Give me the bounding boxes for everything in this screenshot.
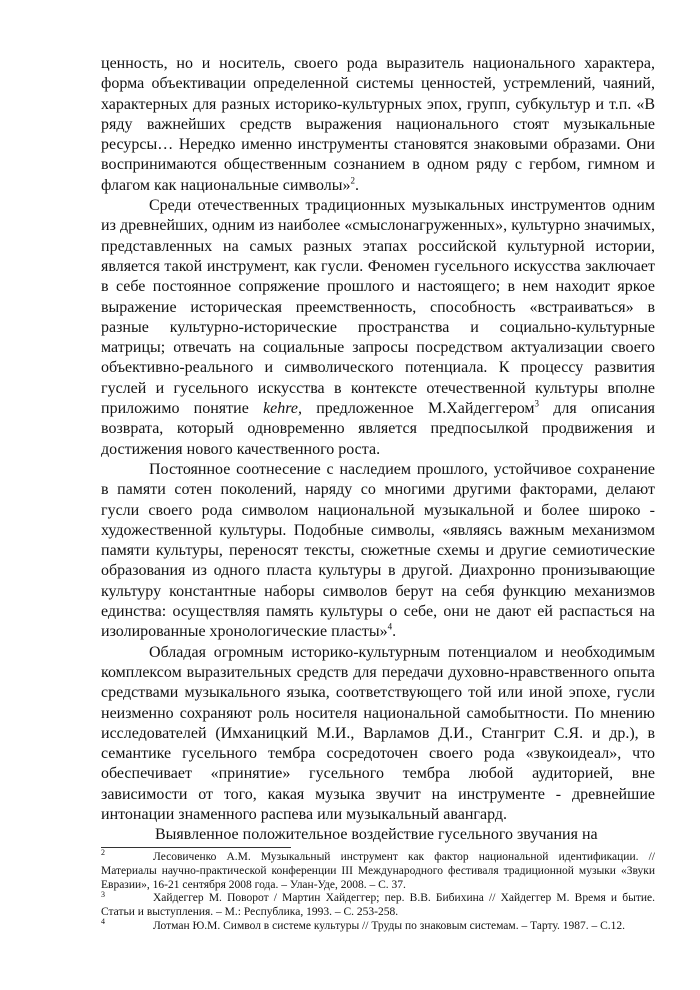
footnote: 2 Лесовиченко А.М. Музыкальный инструмент как фактор национальной идентификации. // Материалы научно-практической конференции III Международного фестиваля традиционной музыки «Звуки Евразии», 16-21 сентября 2008 года. – Улан-Уде, 2008. – С. 37. [101, 848, 655, 891]
paragraph [101, 54, 655, 196]
body-text [101, 54, 655, 846]
footnote-divider [101, 847, 291, 848]
footnote-ref: 2 [350, 175, 355, 186]
paragraph [101, 825, 655, 845]
text-run: для описания возврата, который одновременно является предпосылкой продвижения и достижения нового качественного роста. [101, 400, 656, 458]
footnote-text: Хайдеггер М. Поворот / Мартин Хайдеггер; пер. В.В. Бибихина // Хайдеггер М. Время и бытие. Статьи и выступления. – М.: Республика, 1993. – С. 253-258. [101, 892, 655, 919]
footnotes [101, 848, 655, 934]
text-run: предложенное М.Хайдеггером [302, 400, 535, 418]
paragraph [101, 643, 655, 826]
text-run: Среди отечественных традиционных музыкальных инструментов одним из древнейших, одним из наиболее «смыслонагруженных», культурно значимых, представленных на самых разных этапах российской культурной истории, является такой инструмент, как гусли. Феномен гусельного искусства заключает в себе постоянное сопряжение прошлого и настоящего; в нем находит яркое выражение историческая преемственность, способность «встраиваться» в разные культурно-исторические пространства и социально-культурные матрицы; отвечать на социальные запросы посредством актуализации своего объективно-реального и символического потенциала. К процессу развития гуслей и гусельного искусства в контексте отечественной культуры вполне приложимо понятие [101, 197, 655, 418]
text-run: . [355, 176, 359, 194]
paragraph [101, 460, 655, 643]
text-run: Обладая огромным историко-культурным потенциалом и необходимым комплексом выразительных средств для передачи духовно-нравственного опыта средствами музыкального языка, соответствующего той или иной эпохе, гусли неизменно сохраняют роль носителя национальной самобытности. По мнению исследователей (Имханицкий М.И., Варламов Д.И., Стангрит С.Я. и др.), в семантике гусельного тембра сосредоточен своего рода «звукоидеал», что обеспечивает «принятие» гусельного тембра любой аудиторией, вне зависимости от того, какая музыка звучит на инструменте - древнейшие интонации знаменного распева или музыкальный авангард. [101, 643, 655, 823]
footnote-ref: 3 [534, 398, 540, 409]
text-run: . [392, 623, 397, 641]
footnote-text: Лесовиченко А.М. Музыкальный инструмент как фактор национальной идентификации. // Материалы научно-практической конференции III Международного фестиваля традиционной музыки «Звуки Евразии», 16-21 сентября 2008 года. – Улан-Уде, 2008. – С. 37. [101, 851, 655, 891]
text-run: Выявленное положительное воздействие гусельного звучания на [155, 826, 598, 844]
footnote-ref: 4 [387, 621, 393, 632]
italic-term: kehre, [263, 400, 302, 418]
text-run: Постоянное соотнесение с наследием прошлого, устойчивое сохранение в памяти сотен поколений, наряду со многими другими факторами, делают гусли своего рода символом национальной музыкальной и более широко - художественной культуры. Подобные символы, «являясь важным механизмом памяти культуры, переносят тексты, сюжетные схемы и другие семиотические образования из одного пласта культуры в другой. Диахронно пронизывающие культуру константные наборы символов берут на себя функцию механизмов единства: осуществляя память культуры о себе, они не дают ей распасться на изолированные хронологические пласты» [101, 460, 655, 641]
footnote: 4 Лотман Ю.М. Символ в системе культуры // Труды по знаковым системам. – Тарту. 1987. – С.12. [101, 917, 626, 932]
footnote-text: Лотман Ю.М. Символ в системе культуры // Труды по знаковым системам. – Тарту. 1987. – С.12. [153, 919, 626, 932]
paragraph [101, 196, 655, 460]
footnote: 3 Хайдеггер М. Поворот / Мартин Хайдеггер; пер. В.В. Бибихина // Хайдеггер М. Время и бытие. Статьи и выступления. – М.: Республика, 1993. – С. 253-258. [101, 889, 655, 919]
text-run: ценность, но и носитель, своего рода выразитель национального характера, форма объективации определенной системы ценностей, устремлений, чаяний, характерных для разных историко-культурных эпох, групп, субкультур и т.п. «В ряду важнейших средств выражения национального стоят музыкальные ресурсы… Нередко именно инструменты становятся знаковыми образами. Они воспринимаются общественным сознанием в одном ряду с гербом, гимном и флагом как национальные символы» [101, 55, 655, 194]
